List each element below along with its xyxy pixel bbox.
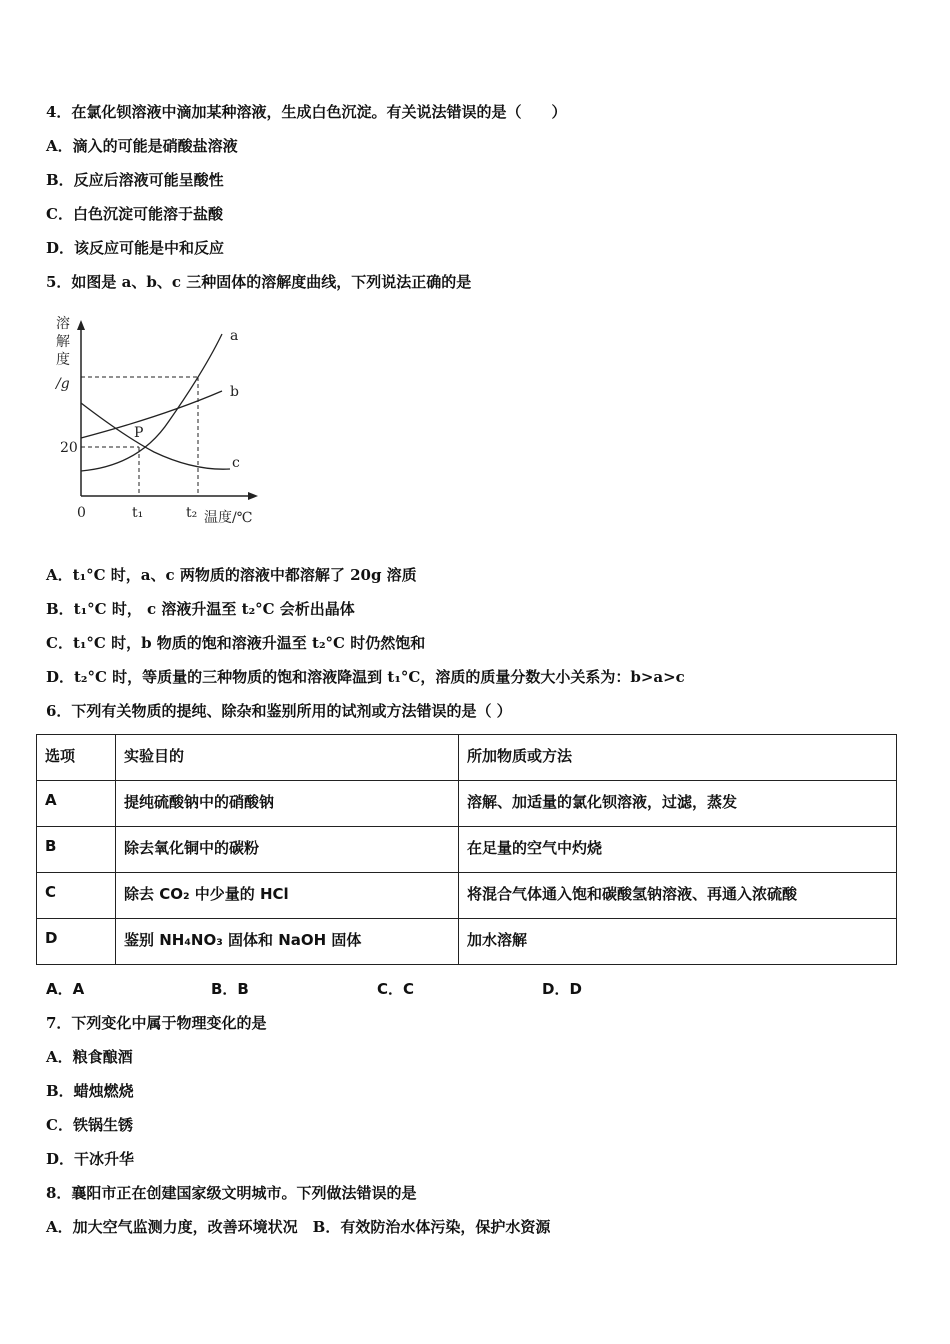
row-b-method: 在足量的空气中灼烧 — [459, 827, 897, 873]
q6-stem: 6．下列有关物质的提纯、除杂和鉴别所用的试剂或方法错误的是（ ） — [46, 702, 512, 720]
point-p-label: P — [134, 425, 144, 441]
q5-option-c: C．t₁°C 时，b 物质的饱和溶液升温至 t₂°C 时仍然饱和 — [46, 634, 426, 652]
t1-label: t₁ — [132, 505, 144, 521]
x-axis-arrow — [248, 492, 258, 500]
q4-stem: 4．在氯化钡溶液中滴加某种溶液，生成白色沉淀。有关说法错误的是（ ） — [46, 103, 567, 121]
q4-option-d: D．该反应可能是中和反应 — [46, 239, 225, 257]
q5-option-a: A．t₁°C 时，a、c 两物质的溶液中都溶解了 20g 溶质 — [46, 566, 417, 584]
row-b-purpose: 除去氧化铜中的碳粉 — [116, 827, 459, 873]
q5-option-b: B．t₁°C 时， c 溶液升温至 t₂°C 会析出晶体 — [46, 600, 355, 618]
ylabel-unit: /g — [56, 376, 70, 392]
q4-option-c: C．白色沉淀可能溶于盐酸 — [46, 205, 223, 223]
header-option: 选项 — [37, 735, 116, 781]
row-c-method: 将混合气体通入饱和碳酸氢钠溶液、再通入浓硫酸 — [459, 873, 897, 919]
ylabel-char-3: 度 — [56, 352, 70, 368]
header-method: 所加物质或方法 — [459, 735, 897, 781]
q7-option-c: C．铁锅生锈 — [46, 1116, 133, 1134]
label-c: c — [232, 455, 240, 471]
t2-label: t₂ — [186, 505, 198, 521]
label-b: b — [230, 384, 239, 400]
ylabel-char-2: 解 — [56, 334, 70, 350]
table-row — [37, 919, 897, 965]
row-c-purpose: 除去 CO₂ 中少量的 HCl — [116, 873, 459, 919]
row-a-option: A — [37, 781, 116, 827]
ylabel-char-1: 溶 — [56, 316, 70, 332]
q8-stem: 8．襄阳市正在创建国家级文明城市。下列做法错误的是 — [46, 1184, 417, 1202]
q4-option-b: B．反应后溶液可能呈酸性 — [46, 171, 224, 189]
q6-choice-b: B．B — [211, 980, 249, 998]
row-d-purpose: 鉴别 NH₄NO₃ 固体和 NaOH 固体 — [116, 919, 459, 965]
origin-label: 0 — [77, 505, 86, 521]
q6-choice-c: C．C — [377, 980, 415, 998]
q5-option-d: D．t₂°C 时，等质量的三种物质的饱和溶液降温到 t₁°C，溶质的质量分数大小关系为：b>a>c — [46, 668, 685, 686]
row-d-option: D — [37, 919, 116, 965]
q7-option-a: A．粮食酿酒 — [46, 1048, 133, 1066]
row-a-purpose: 提纯硫酸钠中的硝酸钠 — [116, 781, 459, 827]
y-axis-arrow — [77, 320, 85, 330]
table-row — [37, 827, 897, 873]
q6-choice-d: D．D — [542, 980, 582, 998]
q7-stem: 7．下列变化中属于物理变化的是 — [46, 1014, 267, 1032]
y-tick-20: 20 — [60, 440, 78, 456]
row-c-option: C — [37, 873, 116, 919]
table-header-row — [37, 735, 897, 781]
q6-table — [36, 734, 897, 965]
q6-choice-a: A．A — [46, 980, 85, 998]
q5-stem: 5．如图是 a、b、c 三种固体的溶解度曲线，下列说法正确的是 — [46, 273, 472, 291]
table-row — [37, 781, 897, 827]
x-axis-label: 温度/℃ — [204, 510, 253, 526]
q4-option-a: A．滴入的可能是硝酸盐溶液 — [46, 137, 238, 155]
q7-option-d: D．干冰升华 — [46, 1150, 135, 1168]
curve-c — [81, 403, 230, 469]
solubility-graph — [44, 306, 284, 536]
q7-option-b: B．蜡烛燃烧 — [46, 1082, 134, 1100]
row-b-option: B — [37, 827, 116, 873]
header-purpose: 实验目的 — [116, 735, 459, 781]
row-a-method: 溶解、加适量的氯化钡溶液，过滤，蒸发 — [459, 781, 897, 827]
label-a: a — [230, 328, 239, 344]
curve-b — [81, 391, 222, 438]
q8-options-line: A．加大空气监测力度，改善环境状况 B．有效防治水体污染，保护水资源 — [46, 1218, 551, 1236]
row-d-method: 加水溶解 — [459, 919, 897, 965]
table-row — [37, 873, 897, 919]
